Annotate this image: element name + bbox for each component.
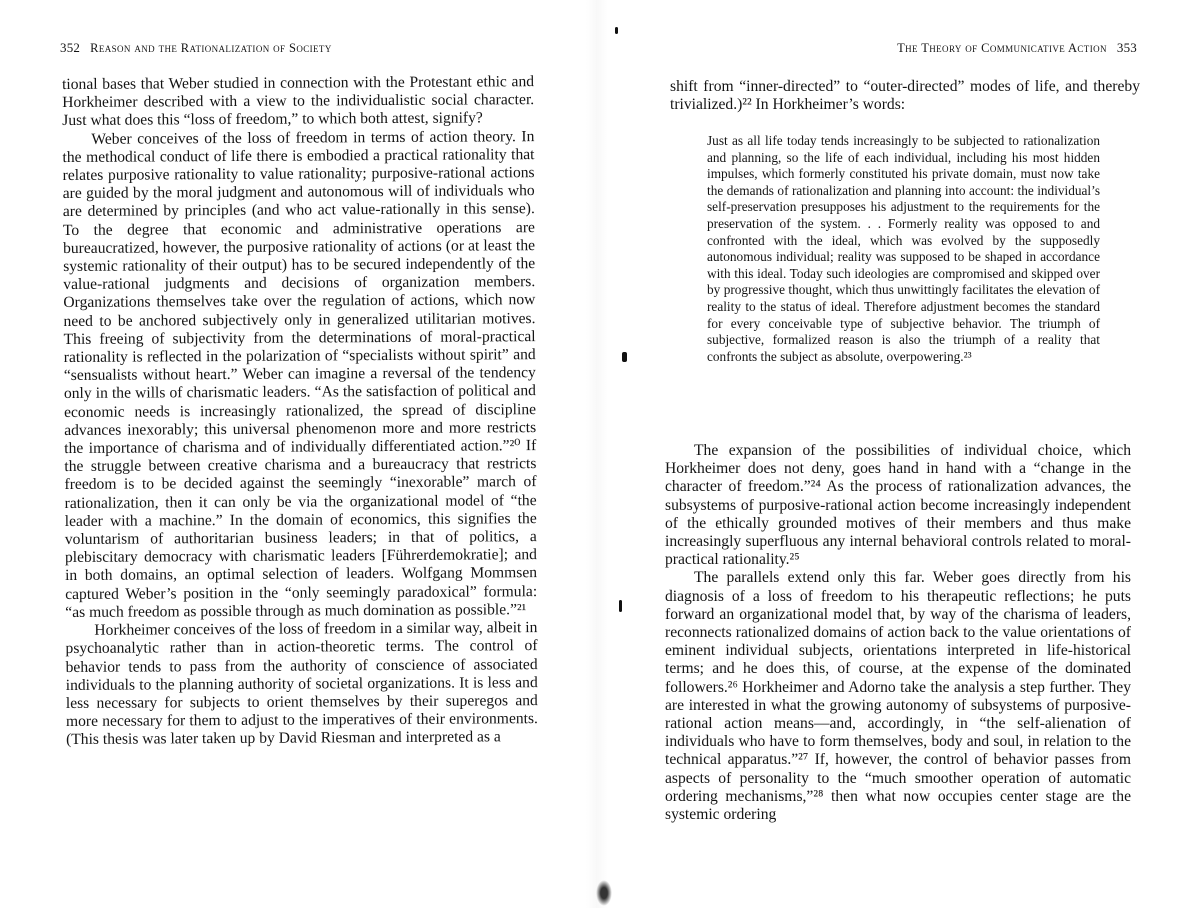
right-running-head xyxy=(897,40,1137,56)
right-running-head-title: The Theory of Communicative Action xyxy=(897,41,1107,55)
left-body-text xyxy=(62,73,538,749)
left-running-head-title: Reason and the Rationalization of Society xyxy=(90,41,332,55)
paragraph: Horkheimer conceives of the loss of freedom in a similar way, albeit in psychoanalytic rather than in action-theoretic terms. The control of behavior tends to pass from the authority of conscience of associated individuals to the planning authority of societal organizations. It is less and less necessary for subjects to orient themselves by their superegos and more necessary for them to adjust to the imperatives of their environments. (This thesis was later taken up by David Riesman and interpreted as a xyxy=(65,619,538,749)
paragraph: shift from “inner-directed” to “outer-directed” modes of life, and thereby trivialized.)²² In Horkheimer’s words: xyxy=(670,78,1140,114)
paragraph: Weber conceives of the loss of freedom in terms of action theory. In the methodical conduct of life there is embodied a practical rationality that relates purposive rationality to value rationality; purposive-rational actions are guided by the moral judgment and autonomous will of individuals who are determined by principles (and who act value-rationally in this sense). To the degree that economic and administrative operations are bureaucratized, however, the purposive rationality of actions (or at least the systemic rationality of their output) has to be secured independently of the value-rational judgments and decisions of organization members. Organizations themselves take over the regulation of actions, which now need to be anchored subjectively only in generalized utilitarian motives. This freeing of subjectivity from the determinations of moral-practical rationality is reflected in the polarization of “specialists without spirit” and “sensualists without heart.” Weber can imagine a reversal of the tendency only in the wills of charismatic leaders. “As the satisfaction of political and economic needs is increasingly rationalized, the spread of discipline advances inexorably; this universal phenomenon more and more restricts the importance of charisma and of individually differentiated action.”²⁰ If the struggle between creative charisma and a bureaucracy that restricts freedom is to be decided against the seemingly “inexorable” march of rationalization, then it can only be via the organizational model of “the leader with a machine.” In the domain of economics, this signifies the voluntarism of authoritarian business leaders; in that of politics, a plebiscitary democracy with charismatic leaders [Führerdemokratie]; and in both domains, an optimal selection of leaders. Wolfgang Mommsen captured Weber’s position in the “only seemingly paradoxical” formula: “as much freedom as possible through as much domination as possible.”²¹ xyxy=(62,127,538,621)
paragraph: tional bases that Weber studied in connection with the Protestant ethic and Horkheimer described with a view to the individualistic social character. Just what does this “loss of freedom,” to which both attest, signify? xyxy=(62,73,535,130)
right-page-number: 353 xyxy=(1116,40,1137,55)
left-page-number: 352 xyxy=(60,40,81,55)
block-quote: Just as all life today tends increasingly to be subjected to rationalization and planning, so the life of each individual, including his most hidden impulses, which formerly constituted his private domain, must now take the demands of rationalization and planning into account: the individual’s self-preservation presupposes his adjustment to the requirements for the preservation of the system. . . Formerly reality was opposed to and confronted with the ideal, which was evolved by the supposedly autonomous individual; reality was supposed to be shaped in accordance with this ideal. Today such ideologies are compromised and skipped over by progressive thought, which thus unwittingly facilitates the elevation of reality to the status of ideal. Therefore adjustment becomes the standard for every conceivable type of subjective behavior. The triumph of subjective, formalized reason is also the triumph of a reality that confronts the subject as absolute, overpowering.²³ xyxy=(707,133,1100,364)
paragraph: The parallels extend only this far. Weber goes directly from his diagnosis of a loss of freedom to his therapeutic reflections; he puts forward an organizational model that, by way of the charisma of leaders, reconnects rationalized domains of action back to the value orientations of eminent individual subjects, orientations interpreted in life-historical terms; and he does this, of course, at the expense of the dominated followers.²⁶ Horkheimer and Adorno take the analysis a step further. They are interested in what the growing autonomy of subsystems of purposive-rational action means—and, accordingly, in “the self-alienation of individuals who have to form themselves, body and soul, in relation to the technical apparatus.”²⁷ If, however, the control of behavior passes from aspects of personality to the “much smoother operation of automatic ordering mechanisms,”²⁸ then what now occupies center stage are the systemic ordering xyxy=(665,569,1131,824)
right-page xyxy=(597,0,1193,908)
right-body-text xyxy=(665,442,1131,824)
paragraph: The expansion of the possibilities of individual choice, which Horkheimer does not deny, goes hand in hand with a “change in the character of freedom.”²⁴ As the process of rationalization advances, the subsystems of purposive-rational action become increasingly independent of the ethically grounded motives of their members and thus make increasingly superfluous any internal behavioral controls related to moral-practical rationality.²⁵ xyxy=(665,442,1131,569)
right-opening-text xyxy=(670,78,1140,114)
left-running-head xyxy=(60,40,332,56)
left-page xyxy=(0,0,596,908)
